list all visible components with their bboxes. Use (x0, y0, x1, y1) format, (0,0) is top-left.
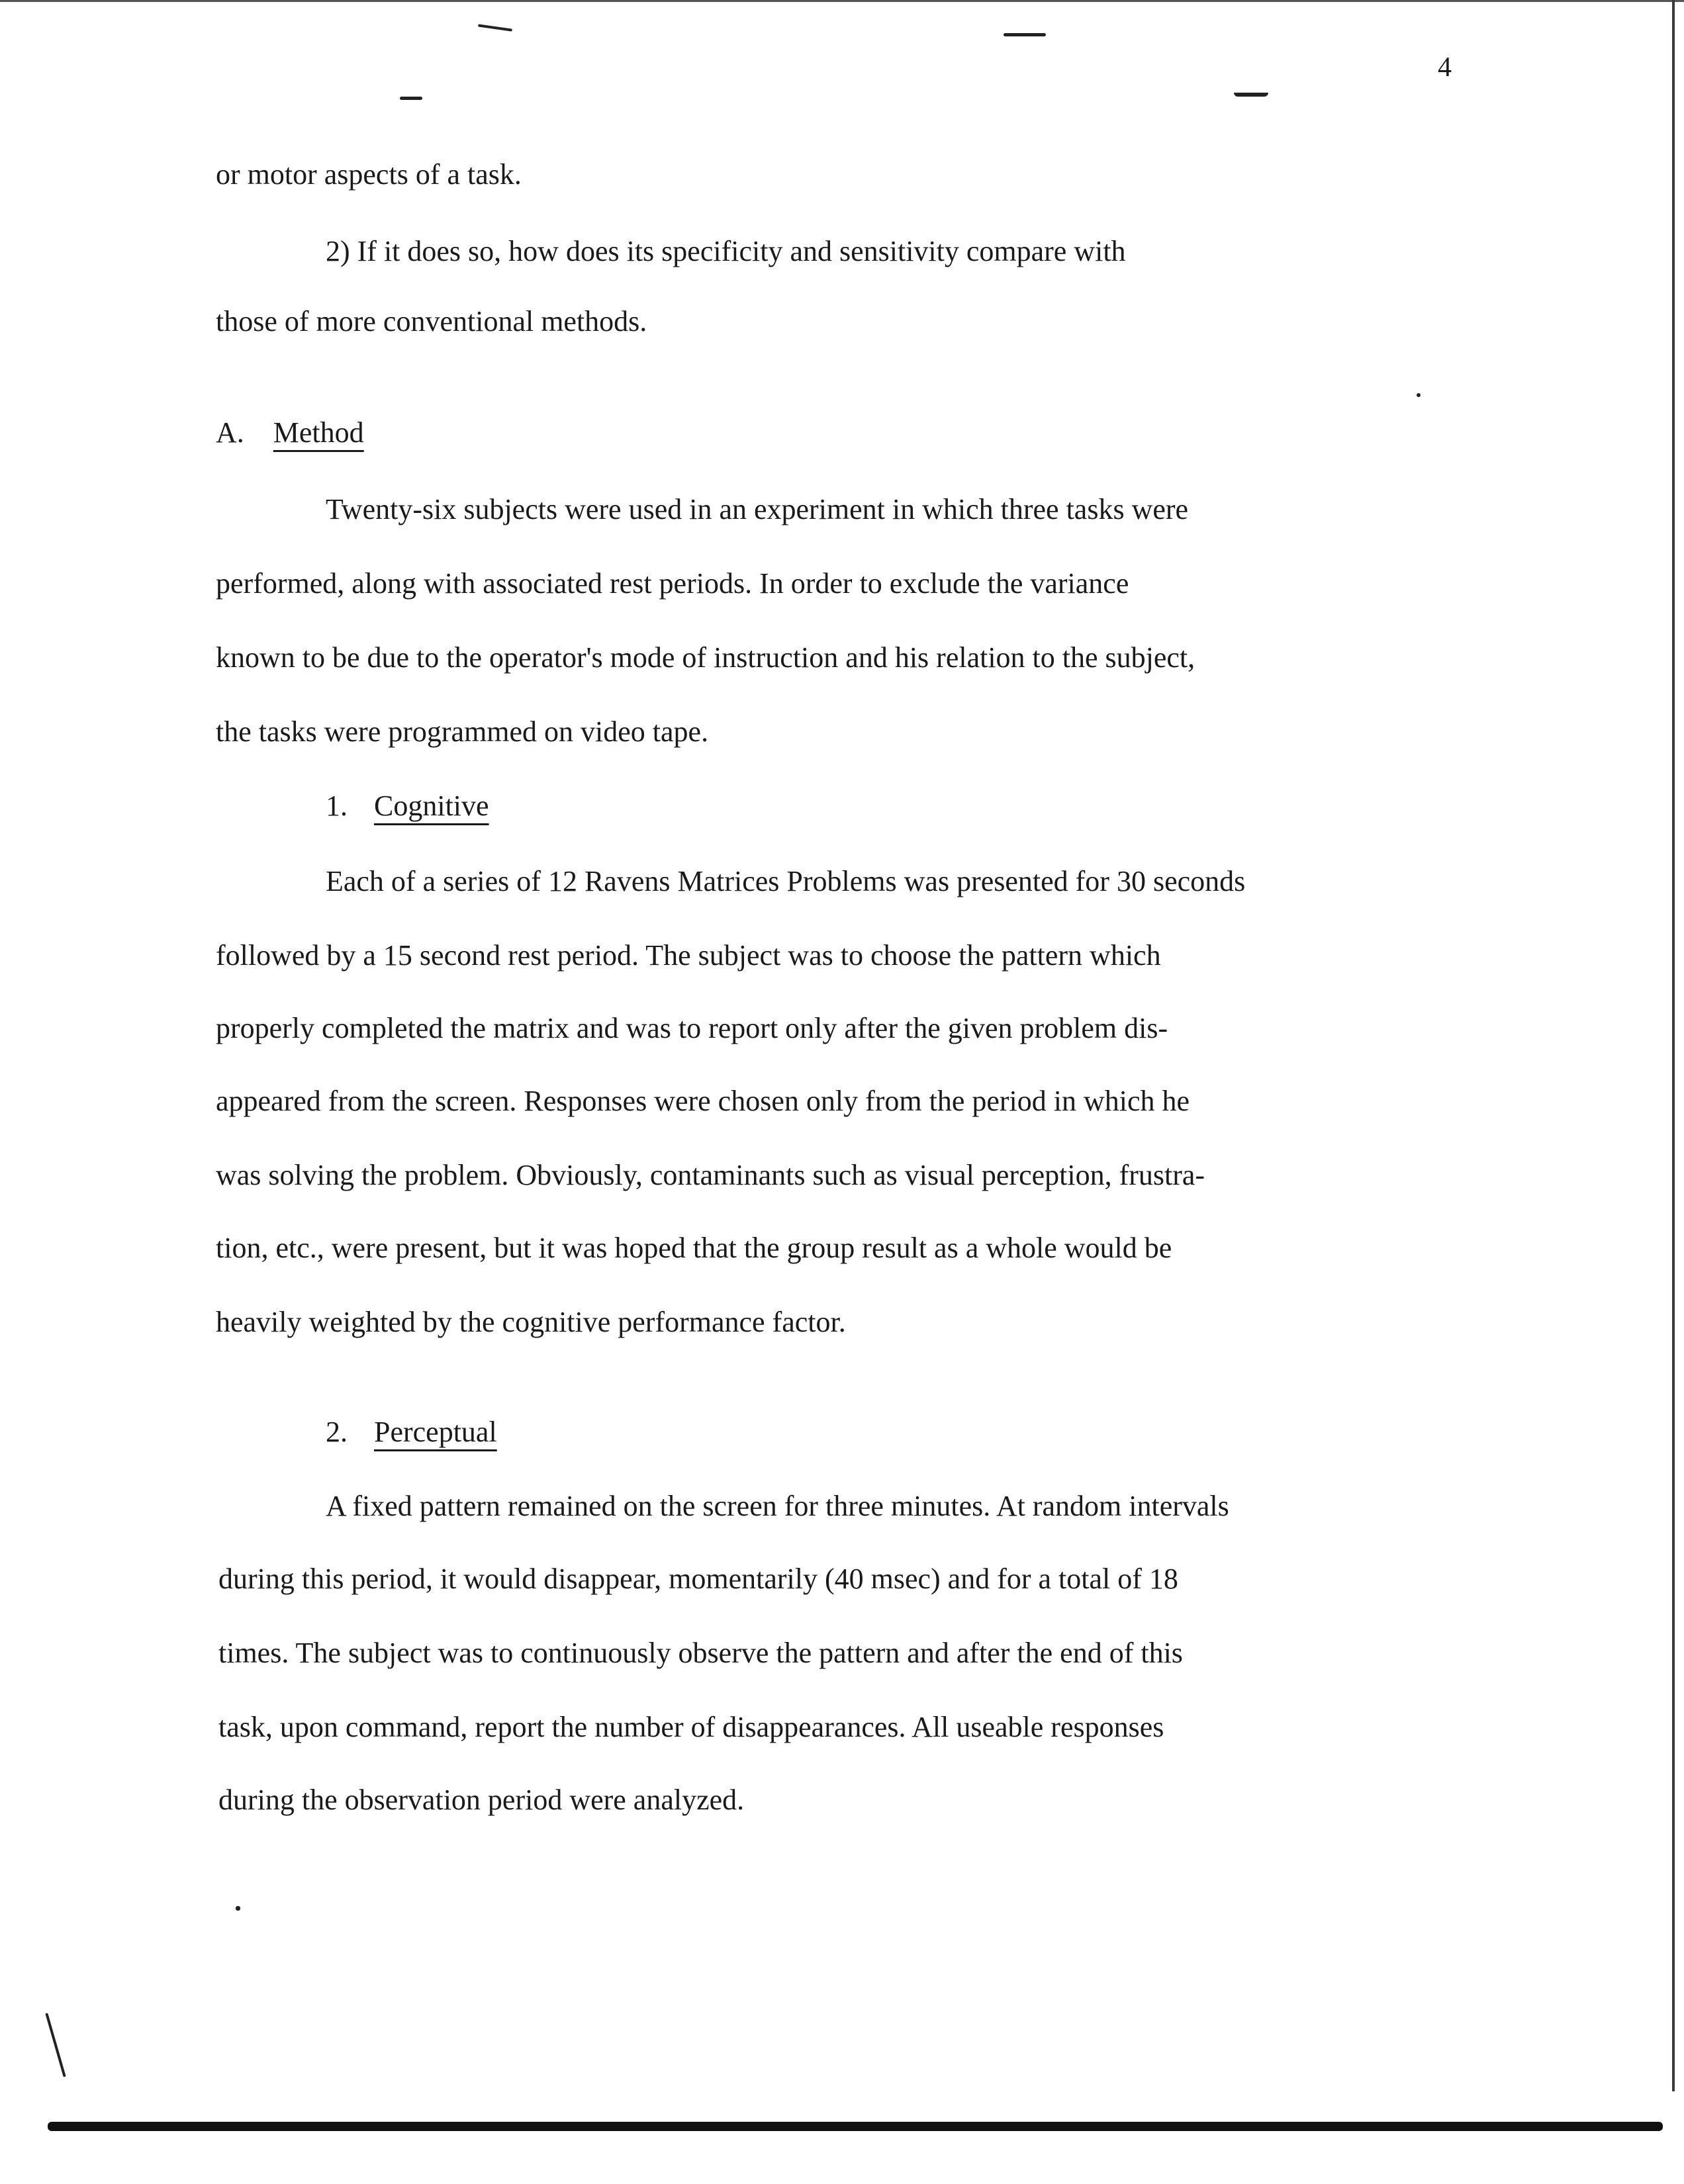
body-text-line: known to be due to the operator's mode of instruction and his relation to the subject, (216, 641, 1195, 674)
body-text-line: appeared from the screen. Responses were chosen only from the period in which he (216, 1085, 1190, 1117)
body-text-line: during this period, it would disappear, momentarily (40 msec) and for a total of 18 (218, 1563, 1178, 1595)
scan-mark (236, 1906, 240, 1911)
body-text-line: the tasks were programmed on video tape. (216, 715, 709, 748)
body-text-line: times. The subject was to continuously observe the pattern and after the end of this (218, 1637, 1183, 1669)
scan-mark (1004, 33, 1046, 36)
body-text-line: Each of a series of 12 Ravens Matrices Problems was presented for 30 seconds (326, 865, 1246, 897)
scan-mark (400, 97, 422, 100)
section-heading-method (216, 418, 364, 447)
scan-top-rule (0, 0, 1684, 2)
subsection-prefix: 1. (326, 790, 348, 822)
subsection-heading-cognitive (326, 792, 489, 821)
subsection-title: Cognitive (374, 790, 489, 822)
page-number: 4 (1438, 52, 1452, 83)
body-text-line: tion, etc., were present, but it was hoped that the group result as a whole would be (216, 1232, 1172, 1264)
scan-right-edge (1672, 0, 1675, 2091)
body-text-line: 2) If it does so, how does its specificity and sensitivity compare with (326, 235, 1126, 267)
body-text-line: Twenty-six subjects were used in an experiment in which three tasks were (326, 493, 1189, 525)
subsection-title: Perceptual (374, 1416, 497, 1448)
body-text-line: properly completed the matrix and was to report only after the given problem dis- (216, 1012, 1168, 1044)
scan-mark (1234, 93, 1268, 97)
scan-bottom-bar (48, 2122, 1663, 2131)
body-text-line: during the observation period were analyzed. (218, 1784, 745, 1816)
body-text-line: A fixed pattern remained on the screen for three minutes. At random intervals (326, 1490, 1229, 1522)
body-text-line: or motor aspects of a task. (216, 158, 522, 191)
body-text-line: was solving the problem. Obviously, contaminants such as visual perception, frustra- (216, 1159, 1205, 1191)
scan-mark (478, 24, 512, 31)
body-text-line: heavily weighted by the cognitive performance factor. (216, 1306, 846, 1338)
section-prefix: A. (216, 416, 244, 449)
body-text-line: performed, along with associated rest periods. In order to exclude the variance (216, 567, 1129, 600)
body-text-line: those of more conventional methods. (216, 305, 647, 338)
body-text-line: followed by a 15 second rest period. The subject was to choose the pattern which (216, 939, 1161, 972)
subsection-prefix: 2. (326, 1416, 348, 1448)
scan-mark (45, 2013, 66, 2077)
scan-mark (1417, 393, 1421, 397)
section-title: Method (273, 416, 364, 449)
subsection-heading-perceptual (326, 1418, 497, 1447)
body-text-line: task, upon command, report the number of disappearances. All useable responses (218, 1711, 1164, 1743)
